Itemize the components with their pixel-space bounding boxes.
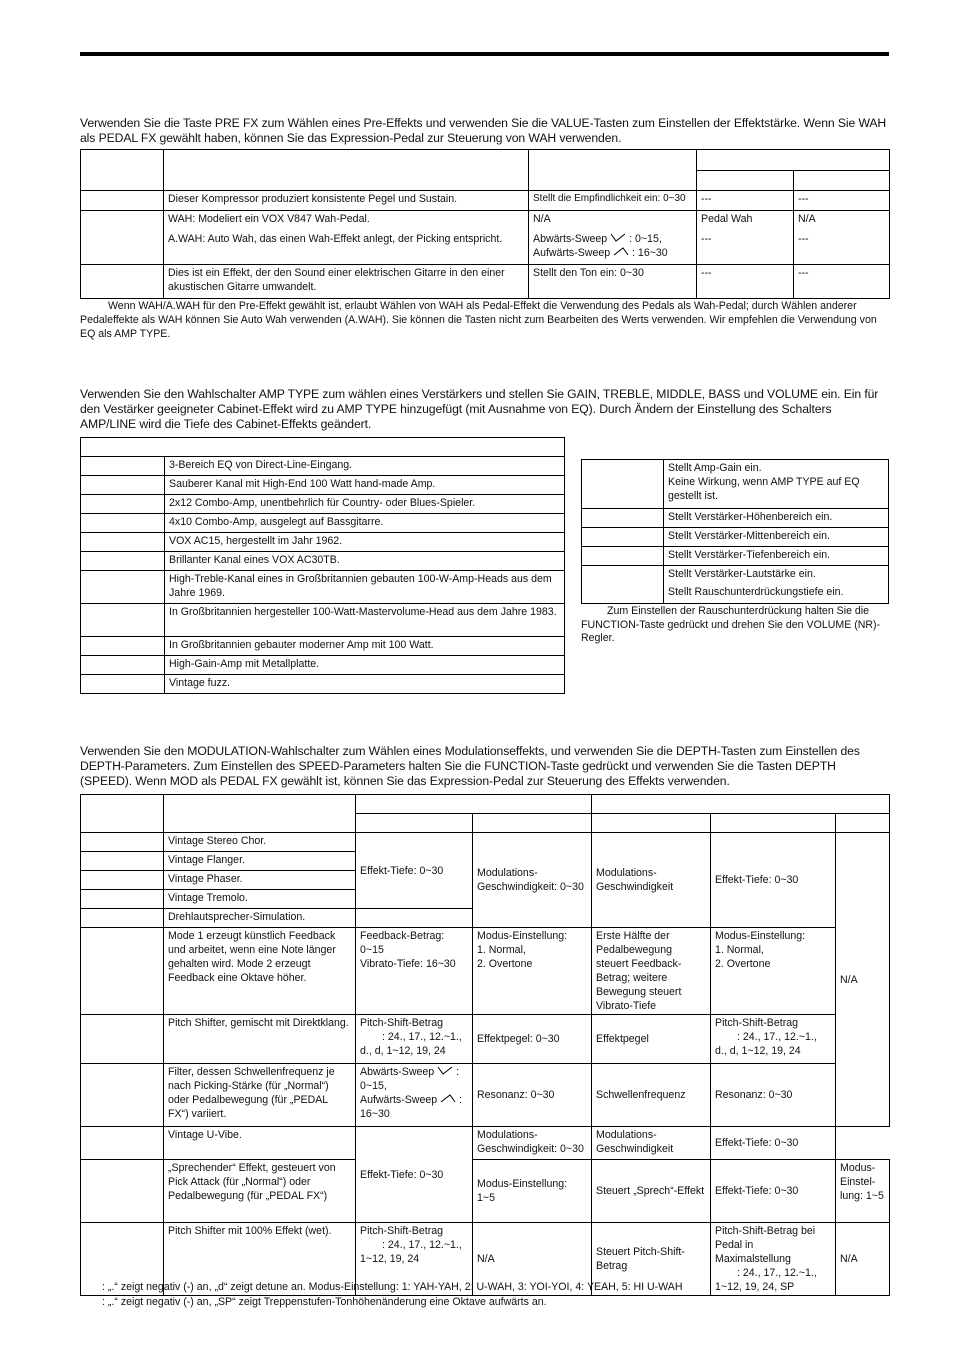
ps-pedal: Effektpegel	[592, 1015, 711, 1064]
wet-depth-3: 1~12, 19, 24	[360, 1253, 420, 1265]
amp-type-row: VOX AC15, hergestellt im Jahr 1962.	[165, 533, 565, 552]
ac-value: Stellt den Ton ein: 0~30	[529, 265, 697, 299]
wah-value: N/A	[533, 213, 551, 225]
fb-pedal: Erste Hälfte der Pedalbewegung steuert Feedback-Betrag; weitere Bewegung steuert Vibrato-Tiefe	[592, 928, 711, 1015]
fb-depth-2: 0~15	[360, 944, 384, 956]
bass-text: Stellt Verstärker-Tiefenbereich ein.	[664, 547, 889, 566]
nr-text: Stellt Rauschunterdrückungstiefe ein.	[668, 586, 844, 598]
fb-speed-1: Modus-Einstellung:	[477, 930, 568, 942]
wet-depth-2: : 24., 17., 12.~1.,	[382, 1239, 462, 1251]
awah-down-label: Abwärts-Sweep	[533, 233, 608, 245]
awah-pedal2: ---	[798, 233, 809, 245]
chorus-desc: Vintage Stereo Chor.	[164, 833, 356, 852]
ps-depth-2: : 24., 17., 12.~1.,	[382, 1031, 462, 1043]
volume-text: Stellt Verstärker-Lautstärke ein.	[668, 568, 816, 580]
fb-depth-3: Vibrato-Tiefe: 16~30	[360, 958, 456, 970]
talk-pedal2: Effekt-Tiefe: 0~30	[711, 1160, 836, 1223]
phaser-desc: Vintage Phaser.	[164, 871, 356, 890]
mod-footnote-2: : „.“ zeigt negativ (-) an, „SP“ zeigt Treppenstufen-Tonhöhenänderung eine Oktave aufwärts an.	[102, 1296, 547, 1308]
gain-text: Stellt Amp-Gain ein.	[668, 462, 762, 474]
wet-pedal: Steuert Pitch-Shift-Betrag	[592, 1223, 711, 1296]
talk-extra: Modus-Einstel-lung: 1~5	[836, 1160, 890, 1223]
prefx-intro: Verwenden Sie die Taste PRE FX zum Wählen eines Pre-Effekts und verwenden Sie die VALUE-Tasten zum Einstellen der Effektstärke. Wenn Sie WAH als PEDAL FX gewählt haben, können Sie das Expression-Pedal zur Steuerung von WAH verwenden.	[80, 116, 887, 145]
fb-pedal2-3: 2. Overtone	[715, 958, 771, 970]
amp-type-row: High-Gain-Amp mit Metallplatte.	[165, 656, 565, 675]
up-sweep-icon	[440, 1094, 456, 1103]
amp-type-row: In Großbritannien hergesteller 100-Watt-Mastervolume-Head aus dem Jahre 1983.	[165, 604, 565, 637]
treble-text: Stellt Verstärker-Höhenbereich ein.	[664, 509, 889, 528]
uvibe-speed: Modulations-Geschwindigkeit: 0~30	[473, 1127, 592, 1160]
wah-pedal2: N/A	[798, 213, 816, 225]
uvibe-pedal2: Effekt-Tiefe: 0~30	[711, 1127, 836, 1160]
ps-pedal2-2: : 24., 17., 12.~1.,	[737, 1031, 817, 1043]
amp-type-row: In Großbritannien gebauter moderner Amp mit 100 Watt.	[165, 637, 565, 656]
feedback-desc: Mode 1 erzeugt künstlich Feedback und arbeitet, wenn eine Note länger gehalten wird. Mode 2 erzeugt Feedback eine Oktave höher.	[164, 928, 356, 1015]
talk-pedal: Steuert „Sprech“-Effekt	[592, 1160, 711, 1223]
comp-pedal2: ---	[794, 191, 890, 211]
uvibe-pedal: Modulations-Geschwindigkeit	[592, 1127, 711, 1160]
middle-text: Stellt Verstärker-Mittenbereich ein.	[664, 528, 889, 547]
amp-type-row: Sauberer Kanal mit High-End 100 Watt hand-made Amp.	[165, 476, 565, 495]
flt-depth-4: 16~30	[360, 1108, 390, 1120]
awah-desc: A.WAH: Auto Wah, das einen Wah-Effekt anlegt, der Picking entspricht.	[168, 233, 503, 245]
flt-pedal: Schwellenfrequenz	[592, 1064, 711, 1127]
gain-note: Keine Wirkung, wenn AMP TYPE auf EQ gestellt ist.	[668, 476, 860, 502]
pitch-shifter-desc: Pitch Shifter, gemischt mit Direktklang.	[164, 1015, 356, 1064]
awah-pedal: ---	[701, 233, 712, 245]
ps-speed: Effektpegel: 0~30	[473, 1015, 592, 1064]
amp-type-row: 3-Bereich EQ von Direct-Line-Eingang.	[165, 457, 565, 476]
wet-extra: N/A	[836, 1223, 890, 1296]
amp-type-row: 2x12 Combo-Amp, unentbehrlich für Country- oder Blues-Spieler.	[165, 495, 565, 514]
flt-speed: Resonanz: 0~30	[473, 1064, 592, 1127]
talk-desc: „Sprechender“ Effekt, gesteuert von Pick Attack (für „Normal“) oder Pedalbewegung (für „PEDAL FX“)	[164, 1160, 356, 1223]
comp-value: Stellt die Empfindlichkeit ein: 0~30	[529, 191, 697, 211]
na-extra: N/A	[836, 833, 890, 1127]
tremolo-desc: Vintage Tremolo.	[164, 890, 356, 909]
fb-pedal2-1: Modus-Einstellung:	[715, 930, 806, 942]
flt-up-label: Aufwärts-Sweep	[360, 1094, 438, 1106]
prefx-note: Wenn WAH/A.WAH für den Pre-Effekt gewählt ist, erlaubt Wählen von WAH als Pedal-Effekt die Verwendung des Pedals als Wah-Pedal; durch Wählen anderer Pedaleffekte als WAH können Sie Auto Wah verwenden (A.WAH). Sie können die Tasten nicht zum Bearbeiten des Werts verwenden. Wir empfehlen die Verwendung von EQ als AMP TYPE.	[80, 300, 877, 340]
ps-pedal2-3: d., d, 1~12, 19, 24	[715, 1045, 801, 1057]
down-sweep-icon	[610, 233, 626, 242]
wet-pedal2-3: 1~12, 19, 24, SP	[715, 1281, 795, 1293]
amp-intro: Verwenden Sie den Wahlschalter AMP TYPE zum wählen eines Verstärkers und stellen Sie GAIN, TREBLE, MIDDLE, BASS und VOLUME ein. Ein für den Vestärker geeigneter Cabinet-Effekt wird zu AMP TYPE hinzugefügt (mit Ausnahme von EQ). Durch Ändern der Einstellung des Schalters AMP/LINE wird die Tiefe des Cabinet-Effekts geändert.	[80, 387, 879, 431]
flanger-desc: Vintage Flanger.	[164, 852, 356, 871]
group1-speed: Modulations-Geschwindigkeit: 0~30	[473, 833, 592, 928]
fb-speed-3: 2. Overtone	[477, 958, 533, 970]
comp-desc: Dieser Kompressor produziert konsistente Pegel und Sustain.	[164, 191, 529, 211]
wah-pedal: Pedal Wah	[701, 213, 753, 225]
top-rule	[80, 52, 889, 56]
filter-desc: Filter, dessen Schwellenfrequenz je nach Picking-Stärke (für „Normal“) oder Pedalbewegung (für „PEDAL FX“) variiert.	[164, 1064, 356, 1127]
ac-pedal2: ---	[794, 265, 890, 299]
wah-desc: WAH: Modeliert ein VOX V847 Wah-Pedal.	[168, 213, 370, 225]
ps-pedal2-1: Pitch-Shift-Betrag	[715, 1017, 799, 1029]
up-sweep-icon	[613, 247, 629, 256]
modulation-table: Vintage Stereo Chor. Effekt-Tiefe: 0~30 Modulations-Geschwindigkeit: 0~30 Modulations-Geschwindigkeit Effekt-Tiefe: 0~30 N/A Vintage Flanger. Vintage Phaser. Vintage Tremolo. Drehlautsprecher-Simulation. Mode 1 erzeugt künstlich Feedback und arbeitet, wenn eine Note länger gehalten wird. Mode 2 erzeugt Feedback eine Oktave höher. Feedback-Betrag: 0~15 Vibrato-Tiefe: 16~30 Modus-Einstellung: 1. Normal, 2. Overtone Erste Hälfte der Pedalbewegung steuert Feedback-Betrag; weitere Bewegung steuert Vibrato-Tiefe Modus-Einstellung: 1. Normal, 2. Overtone Pitch Shifter, gemischt mit Direktklang. Pitch-Shift-Betrag : 24., 17., 12.~1., d., d, 1~12, 19, 24 Effektpegel: 0~30 Effektpegel Pitch-Shift-Betrag : 24., 17., 12.~1., d., d, 1~12, 19, 24 Filter, dessen Schwellenfrequenz je nach Picking-Stärke (für „Normal“) oder Pedalbewegung (für „PEDAL FX“) variiert. Abwärts-Sweep : 0~15, Aufwärts-Sweep : 16~30 Resonanz: 0~30 Schwellenfrequenz Resonanz: 0~30 Vintage U-Vibe. Effekt-Tiefe: 0~30 Modulations-Geschwindigkeit: 0~30 Modulations-Geschwindigkeit Effekt-Tiefe: 0~30 „Sprechender“ Effekt, gesteuert von Pick Attack (für „Normal“) oder Pedalbewegung (für „PEDAL FX“) Modus-Einstellung: 1~5 Steuert „Sprech“-Effekt Effekt-Tiefe: 0~30 Modus-Einstel-lung: 1~5 Pitch Shifter mit 100% Effekt (wet). Pitch-Shift-Betrag : 24., 17., 12.~1., 1~12, 19, 24 N/A Steuert Pitch-Shift-Betrag Pitch-Shift-Betrag bei Pedal in Maximalstellung : 24., 17., 12.~1., 1~12, 19, 24, SP N/A	[80, 794, 890, 1296]
mod-intro: Verwenden Sie den MODULATION-Wahlschalter zum Wählen eines Modulationseffekts, und verwenden Sie die DEPTH-Tasten zum Einstellen des DEPTH-Parameters. Zum Einstellen des SPEED-Parameters halten Sie die FUNCTION-Taste gedrückt und verwenden Sie die Tasten DEPTH (SPEED). Wenn MOD als PEDAL FX gewählt ist, können Sie das Expression-Pedal zur Steuerung des Effekts verwenden.	[80, 744, 860, 788]
uvibe-talk-depth: Effekt-Tiefe: 0~30	[356, 1127, 473, 1223]
group1-depth: Effekt-Tiefe: 0~30	[356, 833, 473, 909]
amp-type-row: Vintage fuzz.	[165, 675, 565, 694]
amp-type-table	[80, 437, 565, 694]
group1-pedal: Modulations-Geschwindigkeit	[592, 833, 711, 928]
flt-down-label: Abwärts-Sweep	[360, 1066, 435, 1078]
wet-pedal2-2: : 24., 17., 12.~1.,	[737, 1267, 817, 1279]
fb-depth-1: Feedback-Betrag:	[360, 930, 445, 942]
prefx-table	[80, 149, 890, 299]
mod-footnote-1: : „.“ zeigt negativ (-) an, „d“ zeigt detune an. Modus-Einstellung: 1: YAH-YAH, 2: U-WAH, 3: YOI-YOI, 4: YEAH, 5: HI U-WAH	[102, 1281, 683, 1293]
amp-type-row: 4x10 Combo-Amp, ausgelegt auf Bassgitarre.	[165, 514, 565, 533]
awah-up-label: Aufwärts-Sweep	[533, 247, 611, 259]
flt-pedal2: Resonanz: 0~30	[711, 1064, 836, 1127]
wet-speed: N/A	[473, 1223, 592, 1296]
uvibe-desc: Vintage U-Vibe.	[164, 1127, 356, 1160]
rotary-desc: Drehlautsprecher-Simulation.	[164, 909, 356, 928]
group1-pedal2: Effekt-Tiefe: 0~30	[711, 833, 836, 928]
wet-pitch-desc: Pitch Shifter mit 100% Effekt (wet).	[164, 1223, 356, 1296]
nr-note: Zum Einstellen der Rauschunterdrückung halten Sie die FUNCTION-Taste gedrückt und drehen Sie den VOLUME (NR)-Regler.	[581, 605, 881, 644]
ps-depth-1: Pitch-Shift-Betrag	[360, 1017, 444, 1029]
awah-up-range: : 16~30	[632, 247, 668, 259]
awah-down-range: : 0~15,	[629, 233, 662, 245]
ps-depth-3: d., d, 1~12, 19, 24	[360, 1045, 446, 1057]
wet-depth-1: Pitch-Shift-Betrag	[360, 1225, 444, 1237]
flt-depth-2: 0~15,	[360, 1080, 387, 1092]
talk-speed: Modus-Einstellung: 1~5	[473, 1160, 592, 1223]
ac-desc: Dies ist ein Effekt, der den Sound einer elektrischen Gitarre in den einer akustischen Gitarre umwandelt.	[164, 265, 529, 299]
comp-pedal: ---	[697, 191, 794, 211]
amp-controls-table	[581, 459, 889, 604]
amp-type-row: Brillanter Kanal eines VOX AC30TB.	[165, 552, 565, 571]
wet-pedal2-1: Pitch-Shift-Betrag bei Pedal in Maximalstellung	[715, 1225, 816, 1265]
down-sweep-icon	[437, 1066, 453, 1075]
fb-speed-2: 1. Normal,	[477, 944, 526, 956]
ac-pedal: ---	[697, 265, 794, 299]
amp-type-row: High-Treble-Kanal eines in Großbritannien gebauten 100-W-Amp-Heads aus dem Jahre 1969.	[165, 571, 565, 604]
fb-pedal2-2: 1. Normal,	[715, 944, 764, 956]
